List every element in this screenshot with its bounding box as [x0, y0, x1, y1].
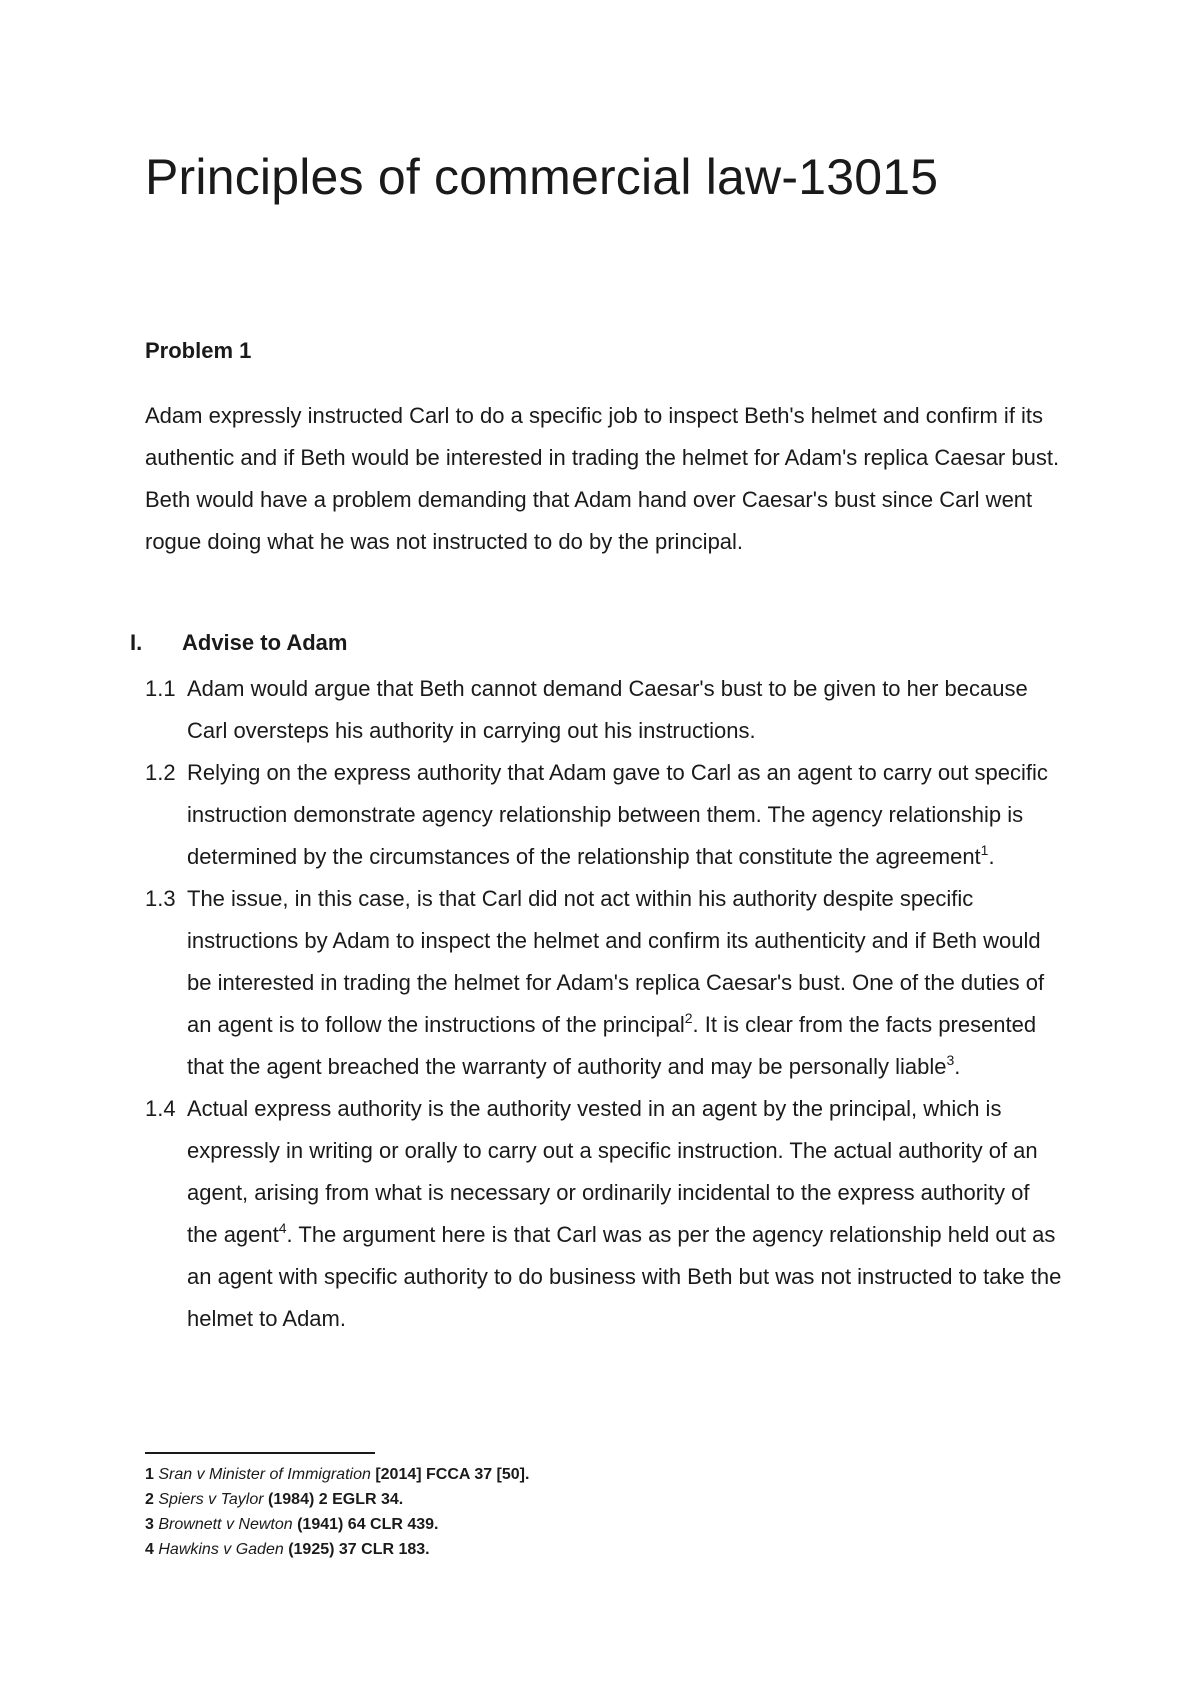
- item-number: 1.2: [145, 760, 176, 785]
- footnotes: [145, 1462, 529, 1562]
- item-text-end: . The argument here is that Carl was as per the agency relationship held out as an agent with specific authority to do business with Beth but was not instructed to take the helmet to Adam.: [187, 1222, 1062, 1331]
- footnote-number: 4: [145, 1541, 154, 1558]
- case-name: Hawkins v Gaden: [158, 1541, 284, 1558]
- problem-heading: Problem 1: [145, 338, 252, 363]
- citation: (1984) 2 EGLR 34.: [268, 1491, 404, 1508]
- item-text-end: .: [988, 844, 995, 869]
- list-item-1-1: [145, 668, 1065, 752]
- citation: [2014] FCCA 37 [50].: [375, 1466, 530, 1483]
- item-text-cont: . It is clear from the facts presented that the agent breached the warranty of authority and may be personally liable: [187, 1012, 1037, 1079]
- section-heading: [130, 628, 347, 658]
- section-number: I.: [130, 630, 143, 655]
- item-number: 1.4: [145, 1096, 176, 1121]
- item-text: Adam would argue that Beth cannot demand Caesar's bust to be given to her because Carl oversteps his authority in carrying out his instructions.: [187, 676, 1028, 743]
- citation: (1925) 37 CLR 183.: [288, 1541, 430, 1558]
- footnote-number: 1: [145, 1466, 154, 1483]
- case-name: Brownett v Newton: [158, 1516, 293, 1533]
- list-item-1-3: [145, 878, 1065, 1088]
- case-name: Spiers v Taylor: [158, 1491, 264, 1508]
- list-item-1-4: [145, 1088, 1065, 1340]
- item-text: The issue, in this case, is that Carl did not act within his authority despite specific instructions by Adam to inspect the helmet and confirm its authenticity and if Beth would be interested in trading the helmet for Adam's replica Caesar's bust. One of the duties of an agent is to follow the instructions of the principal: [187, 886, 1045, 1037]
- item-number: 1.3: [145, 886, 176, 911]
- footnote: [145, 1537, 529, 1562]
- item-text: Relying on the express authority that Adam gave to Carl as an agent to carry out specific instruction demonstrate agency relationship between them. The agency relationship is determined by the circumstances of the relationship that constitute the agreement: [187, 760, 1048, 869]
- footnote-separator: [145, 1452, 375, 1454]
- footnote-number: 3: [145, 1516, 154, 1533]
- item-number: 1.1: [145, 676, 176, 701]
- footnote: [145, 1512, 529, 1537]
- case-name: Sran v Minister of Immigration: [158, 1466, 371, 1483]
- numbered-list: [145, 668, 1065, 1340]
- footnote-ref-1: 1: [980, 842, 989, 858]
- item-text-end: .: [954, 1054, 961, 1079]
- footnote: [145, 1462, 529, 1487]
- list-item-1-2: [145, 752, 1065, 878]
- citation: (1941) 64 CLR 439.: [297, 1516, 439, 1533]
- footnote-ref-4: 4: [278, 1220, 287, 1236]
- item-text: Actual express authority is the authority vested in an agent by the principal, which is expressly in writing or orally to carry out a specific instruction. The actual authority of an agent, arising from what is necessary or ordinarily incidental to the express authority of the agent: [187, 1096, 1038, 1247]
- intro-paragraph: Adam expressly instructed Carl to do a specific job to inspect Beth's helmet and confirm if its authentic and if Beth would be interested in trading the helmet for Adam's replica Caesar bust. Beth would have a problem demanding that Adam hand over Caesar's bust since Carl went rogue doing what he was not instructed to do by the principal.: [145, 403, 1060, 554]
- section-title: Advise to Adam: [182, 630, 348, 655]
- document-title: Principles of commercial law-13015: [145, 149, 939, 205]
- footnote: [145, 1487, 529, 1512]
- footnote-number: 2: [145, 1491, 154, 1508]
- footnote-ref-2: 2: [684, 1010, 693, 1026]
- footnote-ref-3: 3: [946, 1052, 955, 1068]
